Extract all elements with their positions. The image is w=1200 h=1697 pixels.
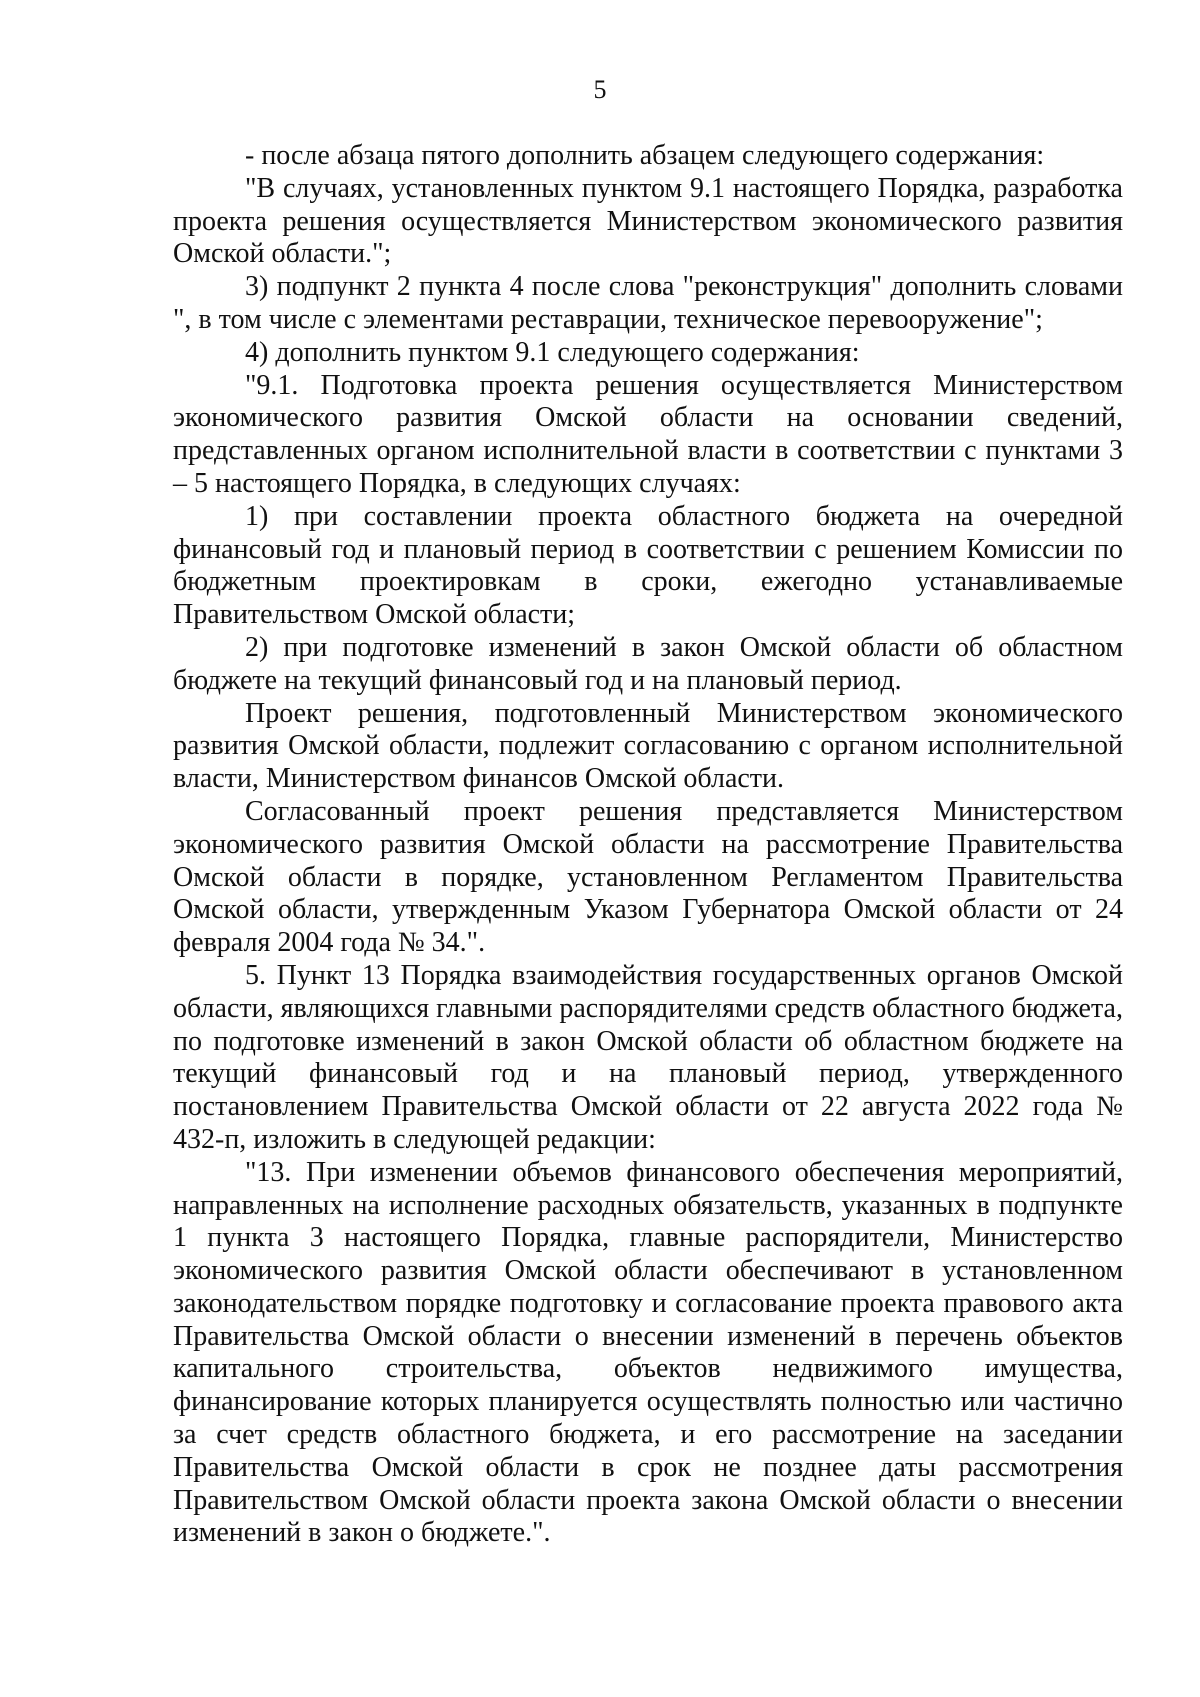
- paragraph-subitem-2: 2) при подготовке изменений в закон Омской области об областном бюджете на текущий финансовый год и на плановый период.: [173, 631, 1123, 696]
- paragraph-item-4: 4) дополнить пунктом 9.1 следующего содержания:: [245, 336, 860, 368]
- document-body: [173, 140, 1123, 1550]
- paragraph-point-9-1: "9.1. Подготовка проекта решения осуществляется Министерством экономического развития Омской области на основании сведений, представленных органом исполнительной власти в соответствии с пунктами 3 – 5 настоящего Порядка, в следующих случаях:: [173, 369, 1123, 499]
- paragraph-point-13: "13. При изменении объемов финансового обеспечения мероприятий, направленных на исполнение расходных обязательств, указанных в подпункте 1 пункта 3 настоящего Порядка, главные распорядители, Министерство экономического развития Омской области обеспечивают в установленном законодательством порядке подготовку и согласование проекта правового акта Правительства Омской области о внесении изменений в перечень объектов капитального строительства, объектов недвижимого имущества, финансирование которых планируется осуществлять полностью или частично за счет средств областного бюджета, и его рассмотрение на заседании Правительства Омской области в срок не позднее даты рассмотрения Правительством Омской области проекта закона Омской области о внесении изменений в закон о бюджете.".: [173, 1156, 1123, 1549]
- page-number: 5: [593, 75, 607, 104]
- paragraph-item-3: 3) подпункт 2 пункта 4 после слова "реконструкция" дополнить словами ", в том числе с элементами реставрации, техническое перевооружение";: [173, 271, 1123, 335]
- paragraph-subitem-1: 1) при составлении проекта областного бюджета на очередной финансовый год и плановый период в соответствии с решением Комиссии по бюджетным проектировкам в сроки, ежегодно устанавливаемые Правительством Омской области;: [173, 500, 1123, 631]
- paragraph-quote-9-1-reference: "В случаях, установленных пунктом 9.1 настоящего Порядка, разработка проекта решения осуществляется Министерством экономического развития Омской области.";: [173, 172, 1123, 270]
- paragraph-agreed-draft: Согласованный проект решения представляется Министерством экономического развития Омской области на рассмотрение Правительства Омской области в порядке, установленном Регламентом Правительства Омской области, утвержденным Указом Губернатора Омской области от 24 февраля 2004 года № 34.".: [173, 795, 1123, 959]
- paragraph-item-5: 5. Пункт 13 Порядка взаимодействия государственных органов Омской области, являющихся главными распорядителями средств областного бюджета, по подготовке изменений в закон Омской области об областном бюджете на текущий финансовый год и на плановый период, утвержденного постановлением Правительства Омской области от 22 августа 2022 года № 432-п, изложить в следующей редакции:: [173, 959, 1123, 1155]
- paragraph-amendment-abzac: - после абзаца пятого дополнить абзацем следующего содержания:: [245, 140, 1045, 171]
- paragraph-draft-decision: Проект решения, подготовленный Министерством экономического развития Омской области, подлежит согласованию с органом исполнительной власти, Министерством финансов Омской области.: [173, 697, 1123, 795]
